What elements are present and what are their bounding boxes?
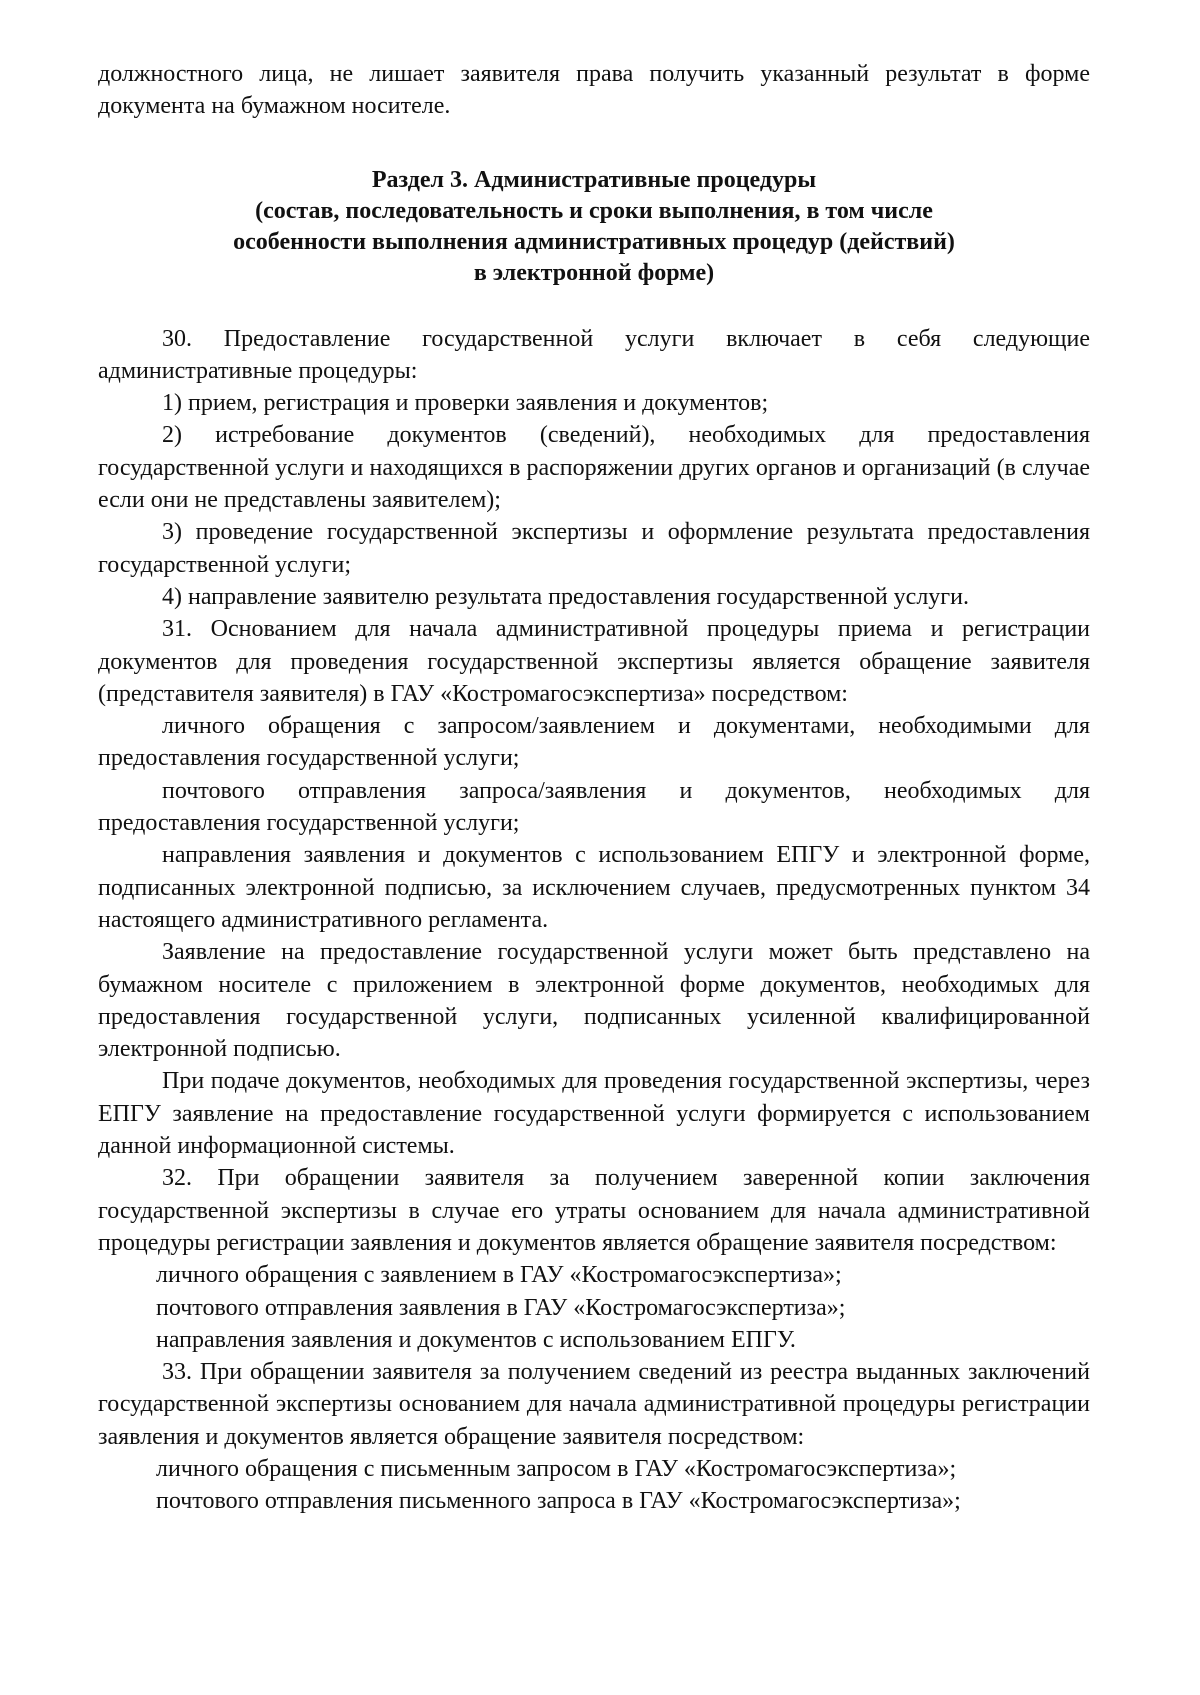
- paragraph-32: 32. При обращении заявителя за получением заверенной копии заключения государственной экспертизы в случае его утраты основанием для начала административной процедуры регистрации заявления и документов является обращение заявителя посредством:: [98, 1165, 1090, 1256]
- paragraph: При подаче документов, необходимых для проведения государственной экспертизы, через ЕПГУ заявление на предоставление государственной услуги формируется с использованием данной информационной системы.: [98, 1068, 1090, 1160]
- section-title-line: в электронной форме): [473, 259, 715, 286]
- paragraph-33: 33. При обращении заявителя за получением сведений из реестра выданных заключений государственной экспертизы основанием для начала административной процедуры регистрации заявления и документов является обращение заявителя посредством:: [98, 1359, 1090, 1450]
- list-item: почтового отправления заявления в ГАУ «Костромагосэкспертиза»;: [156, 1294, 846, 1321]
- list-item-2: 2) истребование документов (сведений), необходимых для предоставления государственной услуги и находящихся в распоряжении других органов и организаций (в случае если они не представлены заявителем);: [98, 422, 1090, 514]
- intro-paragraph: должностного лица, не лишает заявителя права получить указанный результат в форме документа на бумажном носителе.: [98, 61, 1090, 120]
- section-title: [98, 165, 1090, 289]
- list-item: направления заявления и документов с использованием ЕПГУ и электронной форме, подписанных электронной подписью, за исключением случаев, предусмотренных пунктом 34 настоящего административного регламента.: [98, 842, 1090, 933]
- list-item: почтового отправления запроса/заявления и документов, необходимых для предоставления государственной услуги;: [98, 777, 1090, 837]
- list-item-4: 4) направление заявителю результата предоставления государственной услуги.: [162, 583, 969, 610]
- section-title-line: особенности выполнения административных процедур (действий): [233, 228, 955, 255]
- list-item: личного обращения с запросом/заявлением и документами, необходимыми для предоставления государственной услуги;: [98, 713, 1090, 772]
- list-item: почтового отправления письменного запроса в ГАУ «Костромагосэкспертиза»;: [156, 1488, 961, 1515]
- paragraph: Заявление на предоставление государственной услуги может быть представлено на бумажном носителе с приложением в электронной форме документов, необходимых для предоставления государственной услуги, подписанных усиленной квалифицированной электронной подписью.: [98, 939, 1090, 1063]
- section-title-line: (состав, последовательность и сроки выполнения, в том числе: [255, 197, 933, 224]
- list-item-3: 3) проведение государственной экспертизы и оформление результата предоставления государственной услуги;: [98, 519, 1090, 578]
- list-item: личного обращения с заявлением в ГАУ «Костромагосэкспертиза»;: [156, 1262, 842, 1289]
- list-item: личного обращения с письменным запросом в ГАУ «Костромагосэкспертиза»;: [156, 1455, 957, 1482]
- section-title-line: Раздел 3. Административные процедуры: [371, 166, 817, 193]
- paragraph-30: 30. Предоставление государственной услуги включает в себя следующие административные процедуры:: [98, 325, 1090, 384]
- list-item-1: 1) прием, регистрация и проверки заявления и документов;: [162, 390, 769, 417]
- list-item: направления заявления и документов с использованием ЕПГУ.: [156, 1326, 796, 1353]
- paragraph-31: 31. Основанием для начала административной процедуры приема и регистрации документов для проведения государственной экспертизы является обращение заявителя (представителя заявителя) в ГАУ «Костромагосэкспертиза» посредством:: [98, 616, 1090, 707]
